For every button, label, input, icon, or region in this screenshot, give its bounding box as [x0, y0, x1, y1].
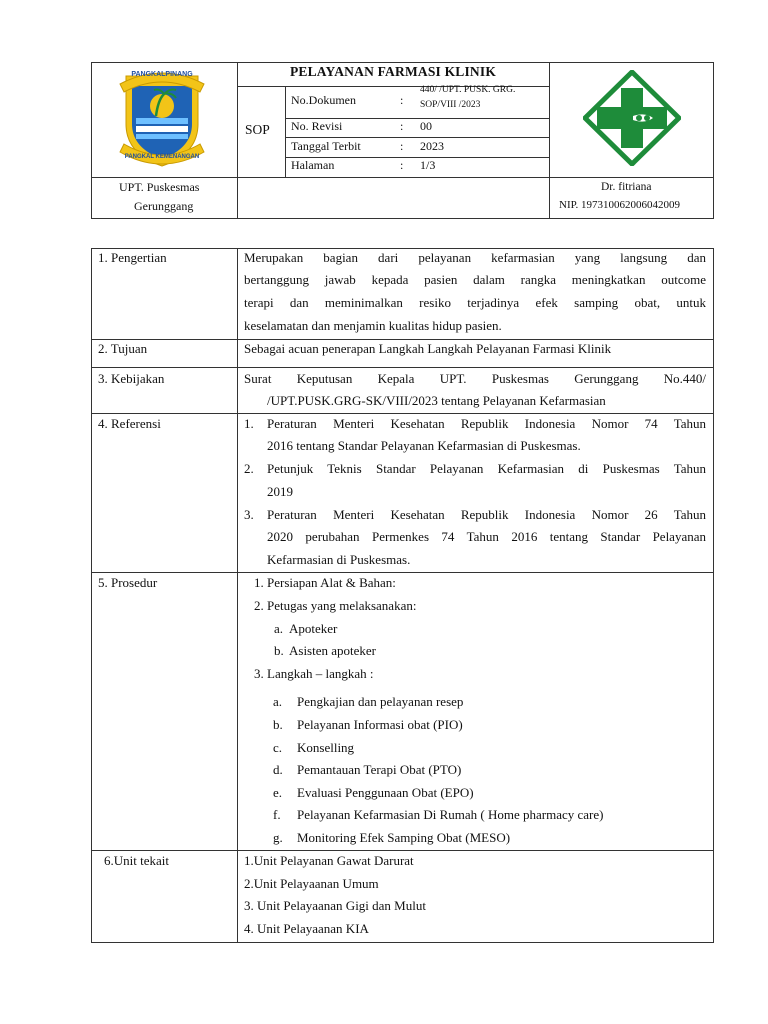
- kebijakan-line: /UPT.PUSK.GRG-SK/VIII/2023 tentang Pelayanan Kefarmasian: [267, 393, 606, 408]
- langkah-letter: f.: [273, 807, 281, 822]
- meta-sep: :: [400, 158, 404, 172]
- pangkalpinang-logo: [112, 66, 212, 172]
- meta-sep: :: [400, 139, 404, 153]
- unit-item: 3. Unit Pelayaanan Gigi dan Mulut: [244, 898, 426, 913]
- meta-sep: :: [400, 119, 404, 133]
- langkah-item: Pemantauan Terapi Obat (PTO): [297, 762, 462, 777]
- langkah-item: Pelayanan Informasi obat (PIO): [297, 717, 463, 732]
- section-label-referensi: 4. Referensi: [98, 416, 161, 431]
- org-name-2: Gerunggang: [134, 199, 194, 213]
- unit-item: 2.Unit Pelayaanan Umum: [244, 876, 379, 891]
- kebijakan-line: Surat Keputusan Kepala UPT. Puskesmas Gerunggang No.440/: [244, 371, 706, 386]
- section-label-kebijakan: 3. Kebijakan: [98, 371, 165, 386]
- referensi-num: 1.: [244, 416, 254, 431]
- pengertian-line: Merupakan bagian dari pelayanan kefarmasian yang langsung dan: [244, 250, 706, 265]
- referensi-line: Peraturan Menteri Kesehatan Republik Indonesia Nomor 26 Tahun: [267, 507, 706, 522]
- prosedur-step: 1. Persiapan Alat & Bahan:: [254, 575, 396, 590]
- langkah-item: Pengkajian dan pelayanan resep: [297, 694, 464, 709]
- langkah-item: Pelayanan Kefarmasian Di Rumah ( Home pharmacy care): [297, 807, 604, 822]
- meta-value-halaman: 1/3: [420, 158, 436, 172]
- prosedur-step: 2. Petugas yang melaksanakan:: [254, 598, 417, 613]
- sop-label: SOP: [245, 122, 270, 137]
- langkah-letter: g.: [273, 830, 283, 845]
- langkah-item: Konselling: [297, 740, 355, 755]
- langkah-letter: b.: [273, 717, 283, 732]
- pengertian-line: terapi dan meminimalkan resiko terjadinya efek samping obat, untuk: [244, 295, 706, 310]
- petugas-letter: b.: [274, 643, 284, 658]
- meta-label-nodokumen: No.Dokumen: [291, 93, 356, 107]
- langkah-item: Evaluasi Penggunaan Obat (EPO): [297, 785, 474, 800]
- signer-nip: NIP. 197310062006042009: [559, 199, 681, 211]
- langkah-letter: d.: [273, 762, 283, 777]
- section-label-prosedur: 5. Prosedur: [98, 575, 158, 590]
- meta-value-nodokumen-2: SOP/VIII /2023: [420, 100, 481, 110]
- referensi-num: 3.: [244, 507, 254, 522]
- meta-sep: :: [400, 93, 404, 107]
- pengertian-line: bertanggung jawab kepada pasien dalam rangka meningkatkan outcome: [244, 272, 706, 287]
- referensi-line: Petunjuk Teknis Standar Pelayanan Kefarmasian di Puskesmas Tahun: [267, 461, 706, 476]
- tujuan-text: Sebagai acuan penerapan Langkah Langkah Pelayanan Farmasi Klinik: [244, 341, 612, 356]
- puskesmas-logo: [583, 70, 681, 166]
- section-label-tujuan: 2. Tujuan: [98, 341, 148, 356]
- referensi-num: 2.: [244, 461, 254, 476]
- petugas-letter: a.: [274, 621, 284, 636]
- referensi-line: Peraturan Menteri Kesehatan Republik Indonesia Nomor 74 Tahun: [267, 416, 706, 431]
- meta-label-revisi: No. Revisi: [291, 119, 343, 133]
- referensi-line: 2020 perubahan Permenkes 74 Tahun 2016 tentang Standar Pelayanan: [267, 529, 706, 544]
- langkah-letter: c.: [273, 740, 283, 755]
- document-title: PELAYANAN FARMASI KLINIK: [289, 64, 497, 79]
- meta-label-halaman: Halaman: [291, 158, 335, 172]
- meta-label-tanggal: Tanggal Terbit: [291, 139, 361, 153]
- langkah-letter: e.: [273, 785, 283, 800]
- referensi-line: 2016 tentang Standar Pelayanan Kefarmasian di Puskesmas.: [267, 438, 581, 453]
- referensi-line: 2019: [267, 484, 293, 499]
- meta-value-tanggal: 2023: [420, 139, 444, 153]
- meta-value-revisi: 00: [420, 119, 432, 133]
- section-label-unit-terkait: 6.Unit tekait: [104, 853, 169, 868]
- section-label-pengertian: 1. Pengertian: [98, 250, 167, 265]
- petugas-item: Apoteker: [289, 621, 338, 636]
- petugas-item: Asisten apoteker: [289, 643, 377, 658]
- unit-item: 4. Unit Pelayaanan KIA: [244, 921, 369, 936]
- logo-bottom-text: PANGKAL KEMENANGAN: [124, 154, 200, 160]
- meta-value-nodokumen: 440/ /UPT. PUSK. GRG.: [420, 85, 516, 95]
- logo-top-text: PANGKALPINANG: [131, 71, 193, 78]
- signer-name: Dr. fitriana: [601, 181, 652, 193]
- langkah-item: Monitoring Efek Samping Obat (MESO): [297, 830, 511, 845]
- prosedur-step: 3. Langkah – langkah :: [254, 666, 374, 681]
- unit-item: 1.Unit Pelayanan Gawat Darurat: [244, 853, 414, 868]
- org-name: UPT. Puskesmas: [119, 180, 200, 194]
- pengertian-line: keselamatan dan menjamin kualitas hidup pasien.: [244, 318, 502, 333]
- langkah-letter: a.: [273, 694, 283, 709]
- referensi-line: Kefarmasian di Puskesmas.: [267, 552, 411, 567]
